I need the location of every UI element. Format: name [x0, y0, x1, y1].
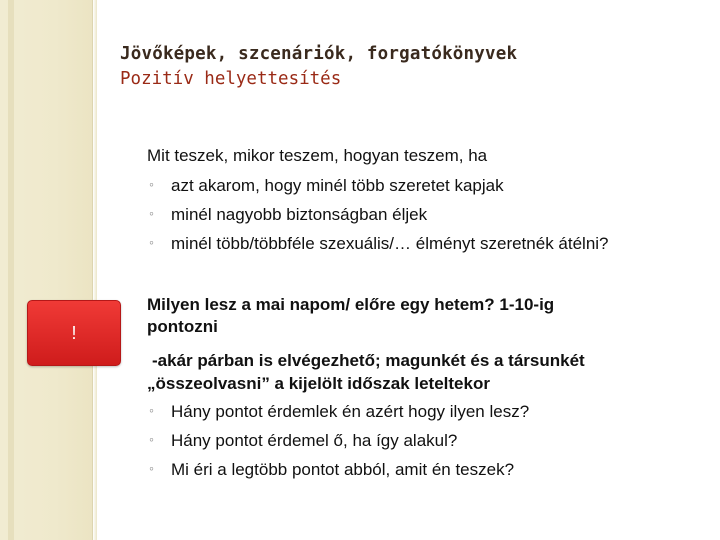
sub-bullet-icon: ◦ — [149, 205, 154, 221]
note-line: „összeolvasni” a kijelölt időszak leteltekor — [147, 374, 490, 393]
bullet-item — [147, 146, 487, 166]
sub-text: azt akarom, hogy minél több szeretet kapjak — [171, 176, 504, 195]
note-line: -akár párban is elvégezhető; magunkét és a társunkét — [152, 351, 585, 370]
exclamation-marker: ! — [27, 300, 121, 366]
sub-text: Hány pontot érdemel ő, ha így alakul? — [171, 431, 458, 450]
sub-item — [149, 234, 609, 254]
sub-bullet-icon: ◦ — [149, 176, 154, 192]
sub-item — [149, 402, 530, 422]
sub-text: minél nagyobb biztonságban éljek — [171, 205, 428, 224]
sub-bullet-icon: ◦ — [149, 402, 154, 418]
sub-bullet-icon: ◦ — [149, 460, 154, 476]
sub-bullet-icon: ◦ — [149, 234, 154, 250]
sub-text: Hány pontot érdemlek én azért hogy ilyen lesz? — [171, 402, 530, 421]
sub-item — [149, 431, 458, 451]
side-divider — [92, 0, 97, 540]
sub-item — [149, 460, 515, 480]
bullet-text: Mit teszek, mikor teszem, hogyan teszem, ha — [147, 146, 488, 165]
bullet-text-line: pontozni — [147, 317, 218, 336]
slide-title: Jövőképek, szcenáriók, forgatókönyvek — [120, 44, 518, 64]
sub-item — [149, 205, 428, 225]
slide-subtitle: Pozitív helyettesítés — [120, 69, 342, 89]
side-band — [0, 0, 92, 540]
bullet-item — [147, 294, 687, 338]
sub-bullet-icon: ◦ — [149, 431, 154, 447]
sub-text: minél több/többféle szexuális/… élményt szeretnék átélni? — [171, 234, 609, 253]
sub-item — [149, 176, 504, 196]
bullet-text-line: Milyen lesz a mai napom/ előre egy hetem? 1-10-ig — [147, 295, 555, 314]
sub-text: Mi éri a legtöbb pontot abból, amit én teszek? — [171, 460, 515, 479]
